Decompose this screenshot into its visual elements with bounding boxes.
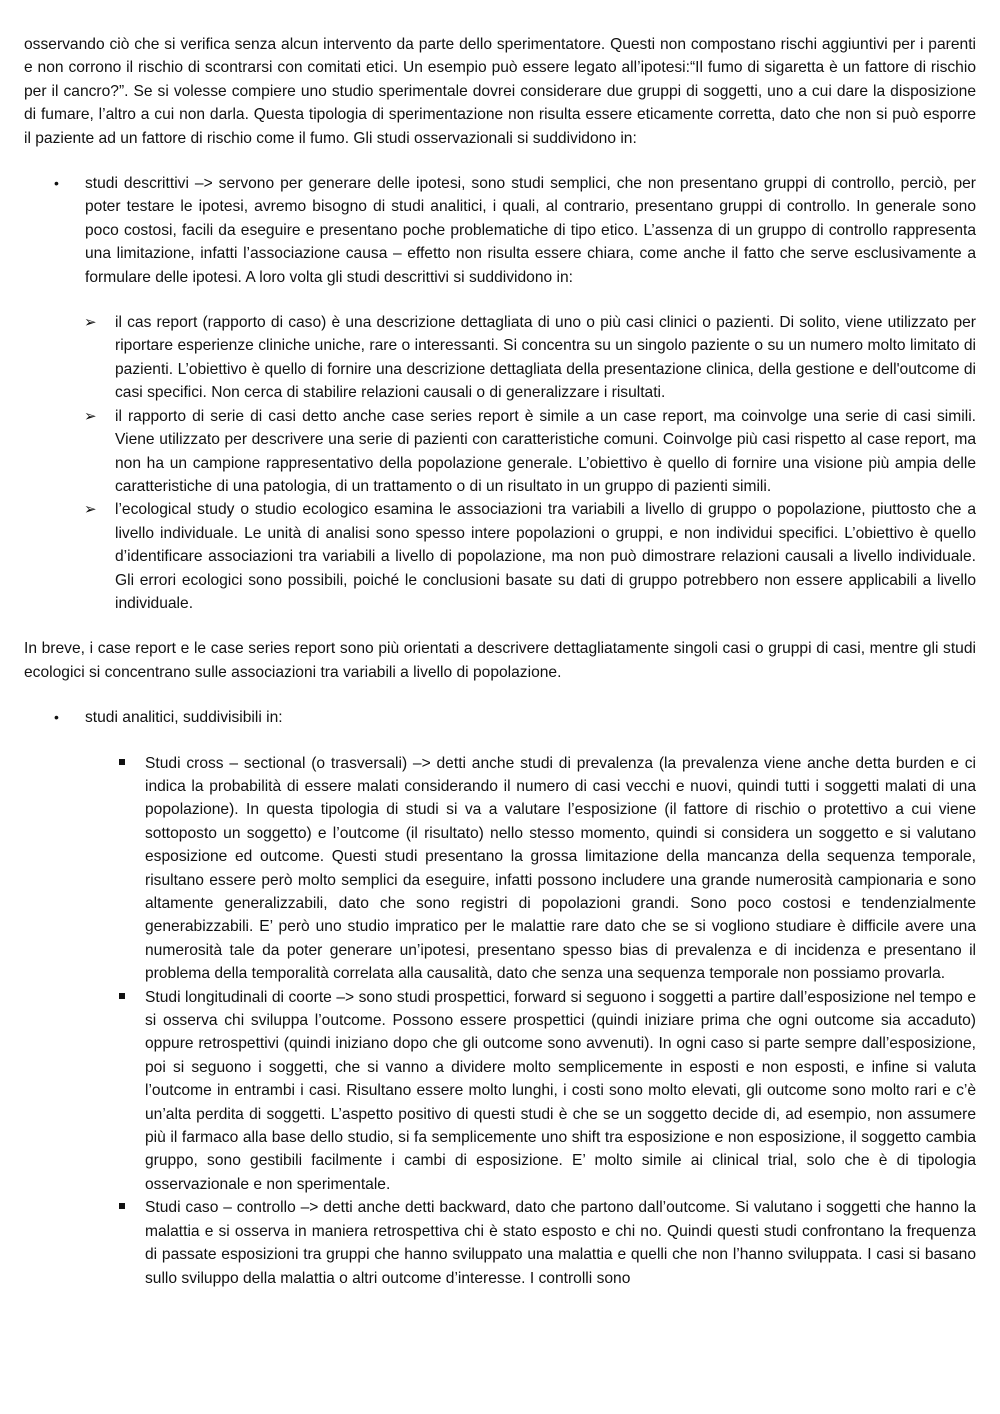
bullet-icon: • xyxy=(54,175,59,192)
case-report-text: il cas report (rapporto di caso) è una descrizione dettagliata di uno o più casi clinici o pazienti. Di solito, viene utilizzato per riportare esperienze cliniche uniche, rare o interessanti. Si concentra su un singolo paziente o su un numero molto limitato di pazienti. L’obiettivo è quello di fornire una descrizione dettagliata della presentazione clinica, della gestione e dell'outcome di casi specifici. Non cerca di stabilire relazioni causali o di generalizzare i risultati. xyxy=(115,314,976,402)
case-series-text: il rapporto di serie di casi detto anche case series report è simile a un case report, ma coinvolge una serie di casi simili. Viene utilizzato per descrivere una serie di pazienti con caratteristiche comuni. Coinvolge più casi rispetto al case report, ma non ha un campione rappresentativo della popolazione generale. L’obiettivo è quello di fornire una visione più ampia delle caratteristiche di una patologia, di un trattamento o di un risultato in un gruppo di pazienti simili. xyxy=(115,407,976,495)
list-item-studi-descrittivi xyxy=(24,172,976,289)
list-item-case-series xyxy=(24,405,976,499)
arrow-bullet-icon: ➢ xyxy=(84,501,97,519)
list-item-coorte xyxy=(24,986,976,1197)
list-item-caso-controllo xyxy=(24,1196,976,1290)
summary-paragraph: In breve, i case report e le case series report sono più orientati a descrivere dettagliatamente singoli casi o gruppi di casi, mentre gli studi ecologici si concentrano sulle associazioni tra variabili a livello di popolazione. xyxy=(24,640,976,681)
list-item-ecological-study xyxy=(24,498,976,615)
arrow-bullet-icon: ➢ xyxy=(84,314,97,332)
coorte-text: Studi longitudinali di coorte –> sono studi prospettici, forward si seguono i soggetti a partire dall’esposizione nel tempo e si osserva chi sviluppa l’outcome. Possono essere prospettici (quindi iniziare prima che ogni outcome sia accaduto) oppure retrospettivi (quindi iniziano dopo che gli outcome sono avvenuti). In ogni caso si parte sempre dall’esposizione, poi si seguono i soggetti, che si vanno a dividere molto semplicemente in esposti e non esposti, e infine si valuta l’outcome in entrambi i casi. Risultano essere molto lunghi, i costi sono molto elevati, gli outcome sono molto rari e c’è un’alta perdita di soggetti. L’aspetto positivo di questi studi è che se un soggetto decide di, ad esempio, non assumere più il farmaco alla base dello studio, si fa semplicemente uno shift tra esposizione e non esposizione, il soggetto cambia gruppo, sono gestibili facilmente i cambi di esposizione. E’ molto simile ai clinical trial, solo che è di tipologia osservazionale e non sperimentale. xyxy=(145,988,976,1193)
cross-sectional-text: Studi cross – sectional (o trasversali) –> detti anche studi di prevalenza (la prevalenza viene anche detta burden e ci indica la probabilità di essere malati considerando il numero di casi vecchi e nuovi, quindi tutti i soggetti malati di una popolazione). In questa tipologia di studi si va a valutare l’esposizione (il fattore di rischio o protettivo a cui viene sottoposto un soggetto) e l’outcome (il risultato) nello stesso momento, quindi si considera un soggetto e si valutano esposizione ed outcome. Questi studi presentano la grossa limitazione della mancanza della sequenza temporale, risultano essere però molto semplici da eseguire, infatti possono includere una grande numerosità campionaria e sono altamente generalizzabili, dato che sono registri di popolazioni grandi. Sono poco costosi e tendenzialmente generabizzabili. E’ però uno studio impratico per le malattie rare dato che se si vogliono studiare è difficile avere una numerosità tale da poter generare un’ipotesi, presentano spesso bias di prevalenza e di incidenza e presentano il problema della temporalità correlata alla causalità, dato che senza una sequenza temporale non possiamo provarla. xyxy=(145,754,976,983)
list-item-case-report xyxy=(24,311,976,405)
square-bullet-icon xyxy=(119,993,125,999)
intro-paragraph: osservando ciò che si verifica senza alcun intervento da parte dello sperimentatore. Questi non compostano rischi aggiuntivi per i parenti e non corrono il rischio di scontrarsi con comitati etici. Un esempio può essere legato all’ipotesi:“Il fumo di sigaretta è un fattore di rischio per il cancro?”. Se si volesse compiere uno studio sperimentale dovrei considerare due gruppi di soggetti, uno a cui dare la disposizione di fumare, l’altro a cui non darla. Questa tipologia di sperimentazione non risulta essere eticamente corretta, dato che non si può esporre il paziente ad un fattore di rischio come il fumo. Gli studi osservazionali si suddividono in: xyxy=(24,36,976,147)
arrow-bullet-icon: ➢ xyxy=(84,407,97,425)
ecological-study-text: l’ecological study o studio ecologico esamina le associazioni tra variabili a livello di gruppo o popolazione, piuttosto che a livello individuale. Le unità di analisi sono spesso intere popolazioni o gruppi, e non individui specifici. L’obiettivo è quello d’identificare associazioni tra variabili a livello di popolazione, ma non può dimostrare relazioni causali a livello individuale. Gli errori ecologici sono possibili, poiché le conclusioni basate su dati di gruppo potrebbero non essere applicabili a livello individuale. xyxy=(115,501,976,612)
list-item-cross-sectional xyxy=(24,752,976,986)
document-page xyxy=(24,33,976,1290)
bullet-icon: • xyxy=(54,709,59,726)
square-bullet-icon xyxy=(119,1203,125,1209)
studi-analitici-text: studi analitici, suddivisibili in: xyxy=(85,709,283,727)
caso-controllo-text: Studi caso – controllo –> detti anche detti backward, dato che partono dall’outcome. Si valutano i soggetti che hanno la malattia e si osserva in maniera retrospettiva chi è stato esposto e chi no. Quindi questi studi confrontano la frequenza di passate esposizioni tra gruppi che hanno sviluppato una malattia e quelli che non l’hanno sviluppata. I casi si basano sullo sviluppo della malattia o altri outcome d’interesse. I controlli sono xyxy=(145,1199,976,1287)
list-item-studi-analitici xyxy=(24,706,976,729)
studi-descrittivi-text: studi descrittivi –> servono per generare delle ipotesi, sono studi semplici, che non presentano gruppi di controllo, perciò, per poter testare le ipotesi, avremo bisogno di studi analitici, i quali, al contrario, presentano gruppi di controllo. In generale sono poco costosi, facili da eseguire e presentano poche problematiche di tipo etico. L’assenza di un gruppo di controllo rappresenta una limitazione, infatti l’associazione causa – effetto non risulta essere chiara, come anche il fatto che serve esclusivamente a formulare delle ipotesi. A loro volta gli studi descrittivi si suddividono in: xyxy=(85,175,976,286)
square-bullet-icon xyxy=(119,759,125,765)
